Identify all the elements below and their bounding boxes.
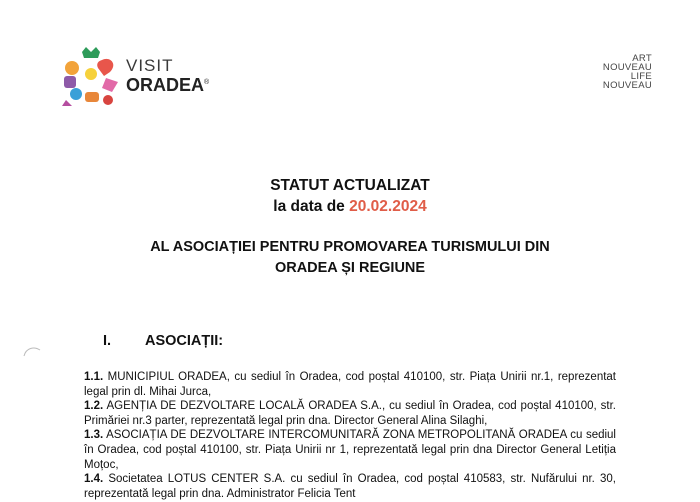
paragraph-text: AGENȚIA DE DEZVOLTARE LOCALĂ ORADEA S.A., cu sediul în Oradea, cod poștal 410100, str. Primăriei nr.3 parter, reprezentată legal prin dna. Director General Alina Silaghi,	[84, 400, 617, 427]
art-line: NOUVEAU	[602, 62, 652, 73]
oradea-emblem-icon	[58, 46, 124, 110]
document-date-line	[0, 198, 700, 216]
paragraph	[84, 370, 616, 399]
art-line: ART	[632, 53, 652, 64]
date-prefix: la data de	[273, 198, 345, 215]
registered-mark: ®	[204, 79, 210, 86]
paragraph	[84, 428, 616, 472]
document-subtitle	[60, 237, 640, 279]
paragraph-number: 1.2.	[84, 400, 104, 413]
paragraph-text: Societatea LOTUS CENTER S.A. cu sediul în Oradea, cod poștal 410583, str. Nufărului nr. 30, reprezentată legal prin dna. Administrator Felicia Tent	[84, 473, 616, 500]
logo-oradea-text: ORADEA®	[126, 75, 210, 95]
art-line: LIFE	[630, 71, 652, 82]
paragraph	[84, 472, 616, 501]
document-title: STATUT ACTUALIZAT	[270, 177, 430, 194]
logo-visit-text: VISIT	[126, 56, 174, 75]
page-curl-icon	[22, 342, 42, 362]
paragraph-number: 1.3.	[84, 429, 104, 442]
section-title: ASOCIAȚII:	[145, 333, 224, 349]
paragraph	[84, 399, 616, 428]
section-number: I.	[103, 333, 112, 349]
art-line: NOUVEAU	[602, 80, 652, 91]
paragraph-number: 1.1.	[84, 371, 104, 383]
visit-oradea-logo	[58, 46, 218, 110]
art-nouveau-logo	[570, 54, 652, 94]
document-date: 20.02.2024	[349, 198, 427, 215]
paragraph-number: 1.4.	[84, 473, 104, 486]
subtitle-line: AL ASOCIAȚIEI PENTRU PROMOVAREA TURISMULUI DIN	[150, 239, 550, 255]
subtitle-line: ORADEA ȘI REGIUNE	[274, 260, 426, 276]
paragraph-text: ASOCIAȚIA DE DEZVOLTARE INTERCOMUNITARĂ ZONA METROPOLITANĂ ORADEA cu sediul în Oradea, cod poștal 410100, str. Piața Unirii nr 1, reprezentată legal prin dna Director General Letiția Moțoc,	[84, 429, 616, 471]
paragraph-text: MUNICIPIUL ORADEA, cu sediul în Oradea, cod poștal 410100, str. Piața Unirii nr.1, reprezentat legal prin dl. Mihai Jurca,	[84, 371, 617, 398]
document-body	[84, 370, 616, 501]
